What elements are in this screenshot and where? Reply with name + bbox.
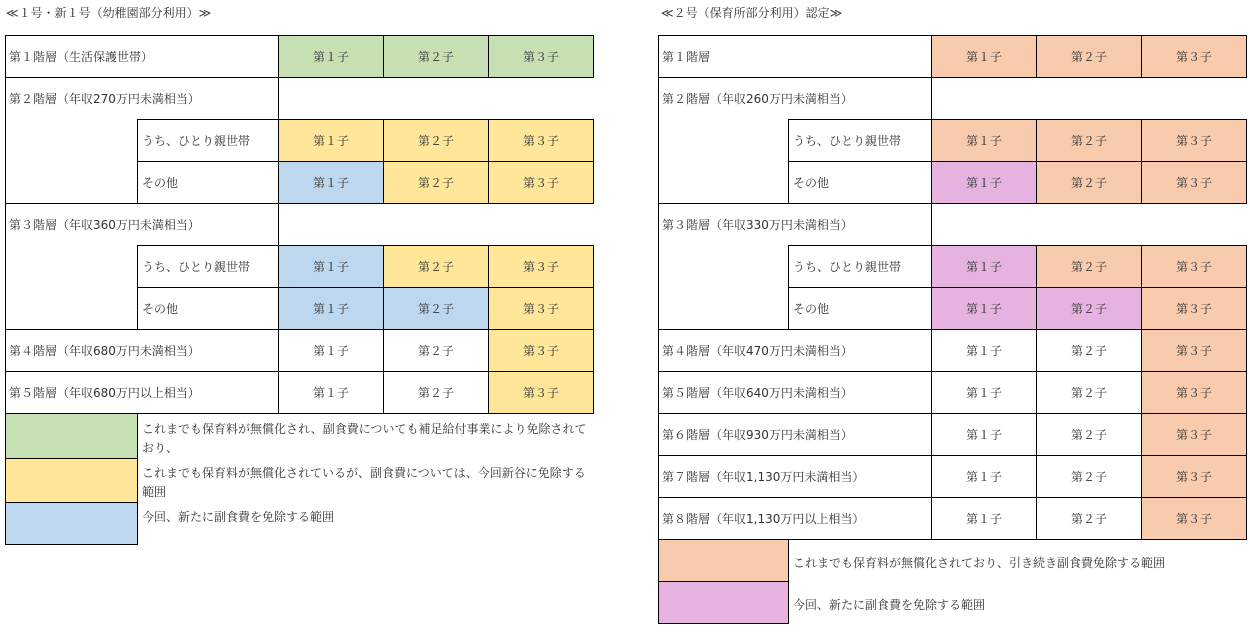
tier-row bbox=[659, 288, 1247, 330]
child-cell-3: 第３子 bbox=[1142, 372, 1247, 414]
child-cell-3: 第３子 bbox=[489, 36, 594, 78]
tier-row bbox=[6, 36, 594, 78]
legend-text: 今回、新たに副食費を免除する範囲 bbox=[142, 510, 335, 524]
child-cell-3: 第３子 bbox=[1142, 162, 1247, 204]
child-cell-3: 第３子 bbox=[1142, 330, 1247, 372]
tier-row bbox=[6, 120, 594, 162]
blank-cell bbox=[932, 204, 1247, 246]
legend-row bbox=[6, 502, 594, 544]
child-cell-2: 第２子 bbox=[1037, 120, 1142, 162]
child-cell-2: 第２子 bbox=[1037, 456, 1142, 498]
indent-cell bbox=[659, 246, 789, 288]
sub-tier-label: うち、ひとり親世帯 bbox=[789, 246, 932, 288]
child-cell-1: 第１子 bbox=[279, 120, 384, 162]
tier-label: 第６階層（年収930万円未満相当） bbox=[659, 414, 932, 456]
tier-row bbox=[659, 456, 1247, 498]
tier-row bbox=[659, 120, 1247, 162]
indent-cell bbox=[6, 120, 138, 162]
tier-row bbox=[6, 246, 594, 288]
child-cell-2: 第２子 bbox=[1037, 330, 1142, 372]
legend-swatch bbox=[6, 502, 138, 544]
child-cell-1: 第１子 bbox=[932, 36, 1037, 78]
child-cell-2: 第２子 bbox=[1037, 162, 1142, 204]
indent-cell bbox=[659, 162, 789, 204]
left-table-heading: ≪１号・新１号（幼稚園部分利用）≫ bbox=[6, 6, 212, 20]
child-cell-1: 第１子 bbox=[932, 120, 1037, 162]
legend-row bbox=[659, 540, 1247, 582]
child-cell-1: 第１子 bbox=[932, 498, 1037, 540]
child-cell-2: 第２子 bbox=[1037, 372, 1142, 414]
tier-row bbox=[659, 78, 1247, 120]
fee-table-type1 bbox=[5, 35, 594, 545]
child-cell-1: 第１子 bbox=[279, 162, 384, 204]
child-cell-1: 第１子 bbox=[932, 372, 1037, 414]
child-cell-1: 第１子 bbox=[932, 456, 1037, 498]
child-cell-1: 第１子 bbox=[279, 372, 384, 414]
child-cell-3: 第３子 bbox=[1142, 246, 1247, 288]
sub-tier-label: その他 bbox=[138, 288, 279, 330]
child-cell-2: 第２子 bbox=[384, 120, 489, 162]
child-cell-3: 第３子 bbox=[1142, 498, 1247, 540]
blank-cell bbox=[932, 78, 1247, 120]
tier-row bbox=[659, 162, 1247, 204]
child-cell-3: 第３子 bbox=[489, 120, 594, 162]
tier-label: 第５階層（年収680万円以上相当） bbox=[6, 372, 279, 414]
tier-row bbox=[6, 372, 594, 414]
child-cell-3: 第３子 bbox=[489, 372, 594, 414]
indent-cell bbox=[6, 162, 138, 204]
fee-table-type2 bbox=[658, 35, 1247, 624]
child-cell-2: 第２子 bbox=[1037, 288, 1142, 330]
child-cell-3: 第３子 bbox=[1142, 120, 1247, 162]
tier-label: 第３階層（年収330万円未満相当） bbox=[659, 204, 932, 246]
legend-swatch bbox=[659, 540, 789, 582]
sub-tier-label: うち、ひとり親世帯 bbox=[138, 246, 279, 288]
child-cell-2: 第２子 bbox=[1037, 246, 1142, 288]
child-cell-1: 第１子 bbox=[932, 162, 1037, 204]
child-cell-3: 第３子 bbox=[489, 288, 594, 330]
tier-row bbox=[659, 414, 1247, 456]
indent-cell bbox=[659, 120, 789, 162]
legend-swatch bbox=[6, 458, 138, 502]
child-cell-1: 第１子 bbox=[932, 288, 1037, 330]
child-cell-1: 第１子 bbox=[932, 414, 1037, 456]
tier-label: 第４階層（年収470万円未満相当） bbox=[659, 330, 932, 372]
tier-label: 第７階層（年収1,130万円未満相当） bbox=[659, 456, 932, 498]
legend-swatch bbox=[6, 414, 138, 459]
tier-label: 第４階層（年収680万円未満相当） bbox=[6, 330, 279, 372]
tier-row bbox=[6, 288, 594, 330]
tier-row bbox=[659, 372, 1247, 414]
tier-row bbox=[659, 36, 1247, 78]
tier-label: 第１階層（生活保護世帯） bbox=[6, 36, 279, 78]
tier-label: 第１階層 bbox=[659, 36, 932, 78]
child-cell-3: 第３子 bbox=[1142, 36, 1247, 78]
child-cell-2: 第２子 bbox=[384, 246, 489, 288]
tier-row bbox=[659, 330, 1247, 372]
tier-label: 第８階層（年収1,130万円以上相当） bbox=[659, 498, 932, 540]
child-cell-3: 第３子 bbox=[1142, 414, 1247, 456]
right-table-heading: ≪２号（保育所部分利用）認定≫ bbox=[661, 6, 843, 20]
child-cell-2: 第２子 bbox=[384, 162, 489, 204]
tier-row bbox=[6, 162, 594, 204]
legend-text: 今回、新たに副食費を免除する範囲 bbox=[793, 598, 986, 612]
child-cell-1: 第１子 bbox=[279, 288, 384, 330]
child-cell-2: 第２子 bbox=[1037, 414, 1142, 456]
tier-row bbox=[659, 204, 1247, 246]
legend-text: これまでも保育料が無償化されているが、副食費については、今回新谷に免除する範囲 bbox=[142, 466, 586, 499]
legend-row bbox=[6, 458, 594, 502]
tier-label: 第３階層（年収360万円未満相当） bbox=[6, 204, 279, 246]
child-cell-3: 第３子 bbox=[489, 246, 594, 288]
indent-cell bbox=[6, 246, 138, 288]
sub-tier-label: その他 bbox=[789, 162, 932, 204]
child-cell-2: 第２子 bbox=[384, 288, 489, 330]
child-cell-2: 第２子 bbox=[384, 372, 489, 414]
tier-label: 第２階層（年収260万円未満相当） bbox=[659, 78, 932, 120]
tier-row bbox=[6, 330, 594, 372]
tier-row bbox=[6, 204, 594, 246]
child-cell-2: 第２子 bbox=[1037, 36, 1142, 78]
sub-tier-label: うち、ひとり親世帯 bbox=[138, 120, 279, 162]
child-cell-2: 第２子 bbox=[1037, 498, 1142, 540]
sub-tier-label: うち、ひとり親世帯 bbox=[789, 120, 932, 162]
tier-row bbox=[6, 78, 594, 120]
tier-row bbox=[659, 498, 1247, 540]
legend-text: これまでも保育料が無償化され、副食費についても補足給付事業により免除されており、 bbox=[142, 422, 587, 455]
blank-cell bbox=[279, 78, 594, 120]
child-cell-2: 第２子 bbox=[384, 330, 489, 372]
indent-cell bbox=[6, 288, 138, 330]
sub-tier-label: その他 bbox=[789, 288, 932, 330]
legend-row bbox=[659, 582, 1247, 624]
tier-label: 第５階層（年収640万円未満相当） bbox=[659, 372, 932, 414]
tier-row bbox=[659, 246, 1247, 288]
indent-cell bbox=[659, 288, 789, 330]
child-cell-3: 第３子 bbox=[1142, 288, 1247, 330]
legend-row bbox=[6, 414, 594, 459]
child-cell-1: 第１子 bbox=[932, 330, 1037, 372]
child-cell-2: 第２子 bbox=[384, 36, 489, 78]
child-cell-1: 第１子 bbox=[279, 36, 384, 78]
child-cell-1: 第１子 bbox=[279, 330, 384, 372]
sub-tier-label: その他 bbox=[138, 162, 279, 204]
child-cell-1: 第１子 bbox=[279, 246, 384, 288]
legend-swatch bbox=[659, 582, 789, 624]
tier-label: 第２階層（年収270万円未満相当） bbox=[6, 78, 279, 120]
child-cell-3: 第３子 bbox=[489, 162, 594, 204]
legend-text: これまでも保育料が無償化されており、引き続き副食費免除する範囲 bbox=[793, 556, 1166, 571]
child-cell-1: 第１子 bbox=[932, 246, 1037, 288]
child-cell-3: 第３子 bbox=[1142, 456, 1247, 498]
child-cell-3: 第３子 bbox=[489, 330, 594, 372]
blank-cell bbox=[279, 204, 594, 246]
